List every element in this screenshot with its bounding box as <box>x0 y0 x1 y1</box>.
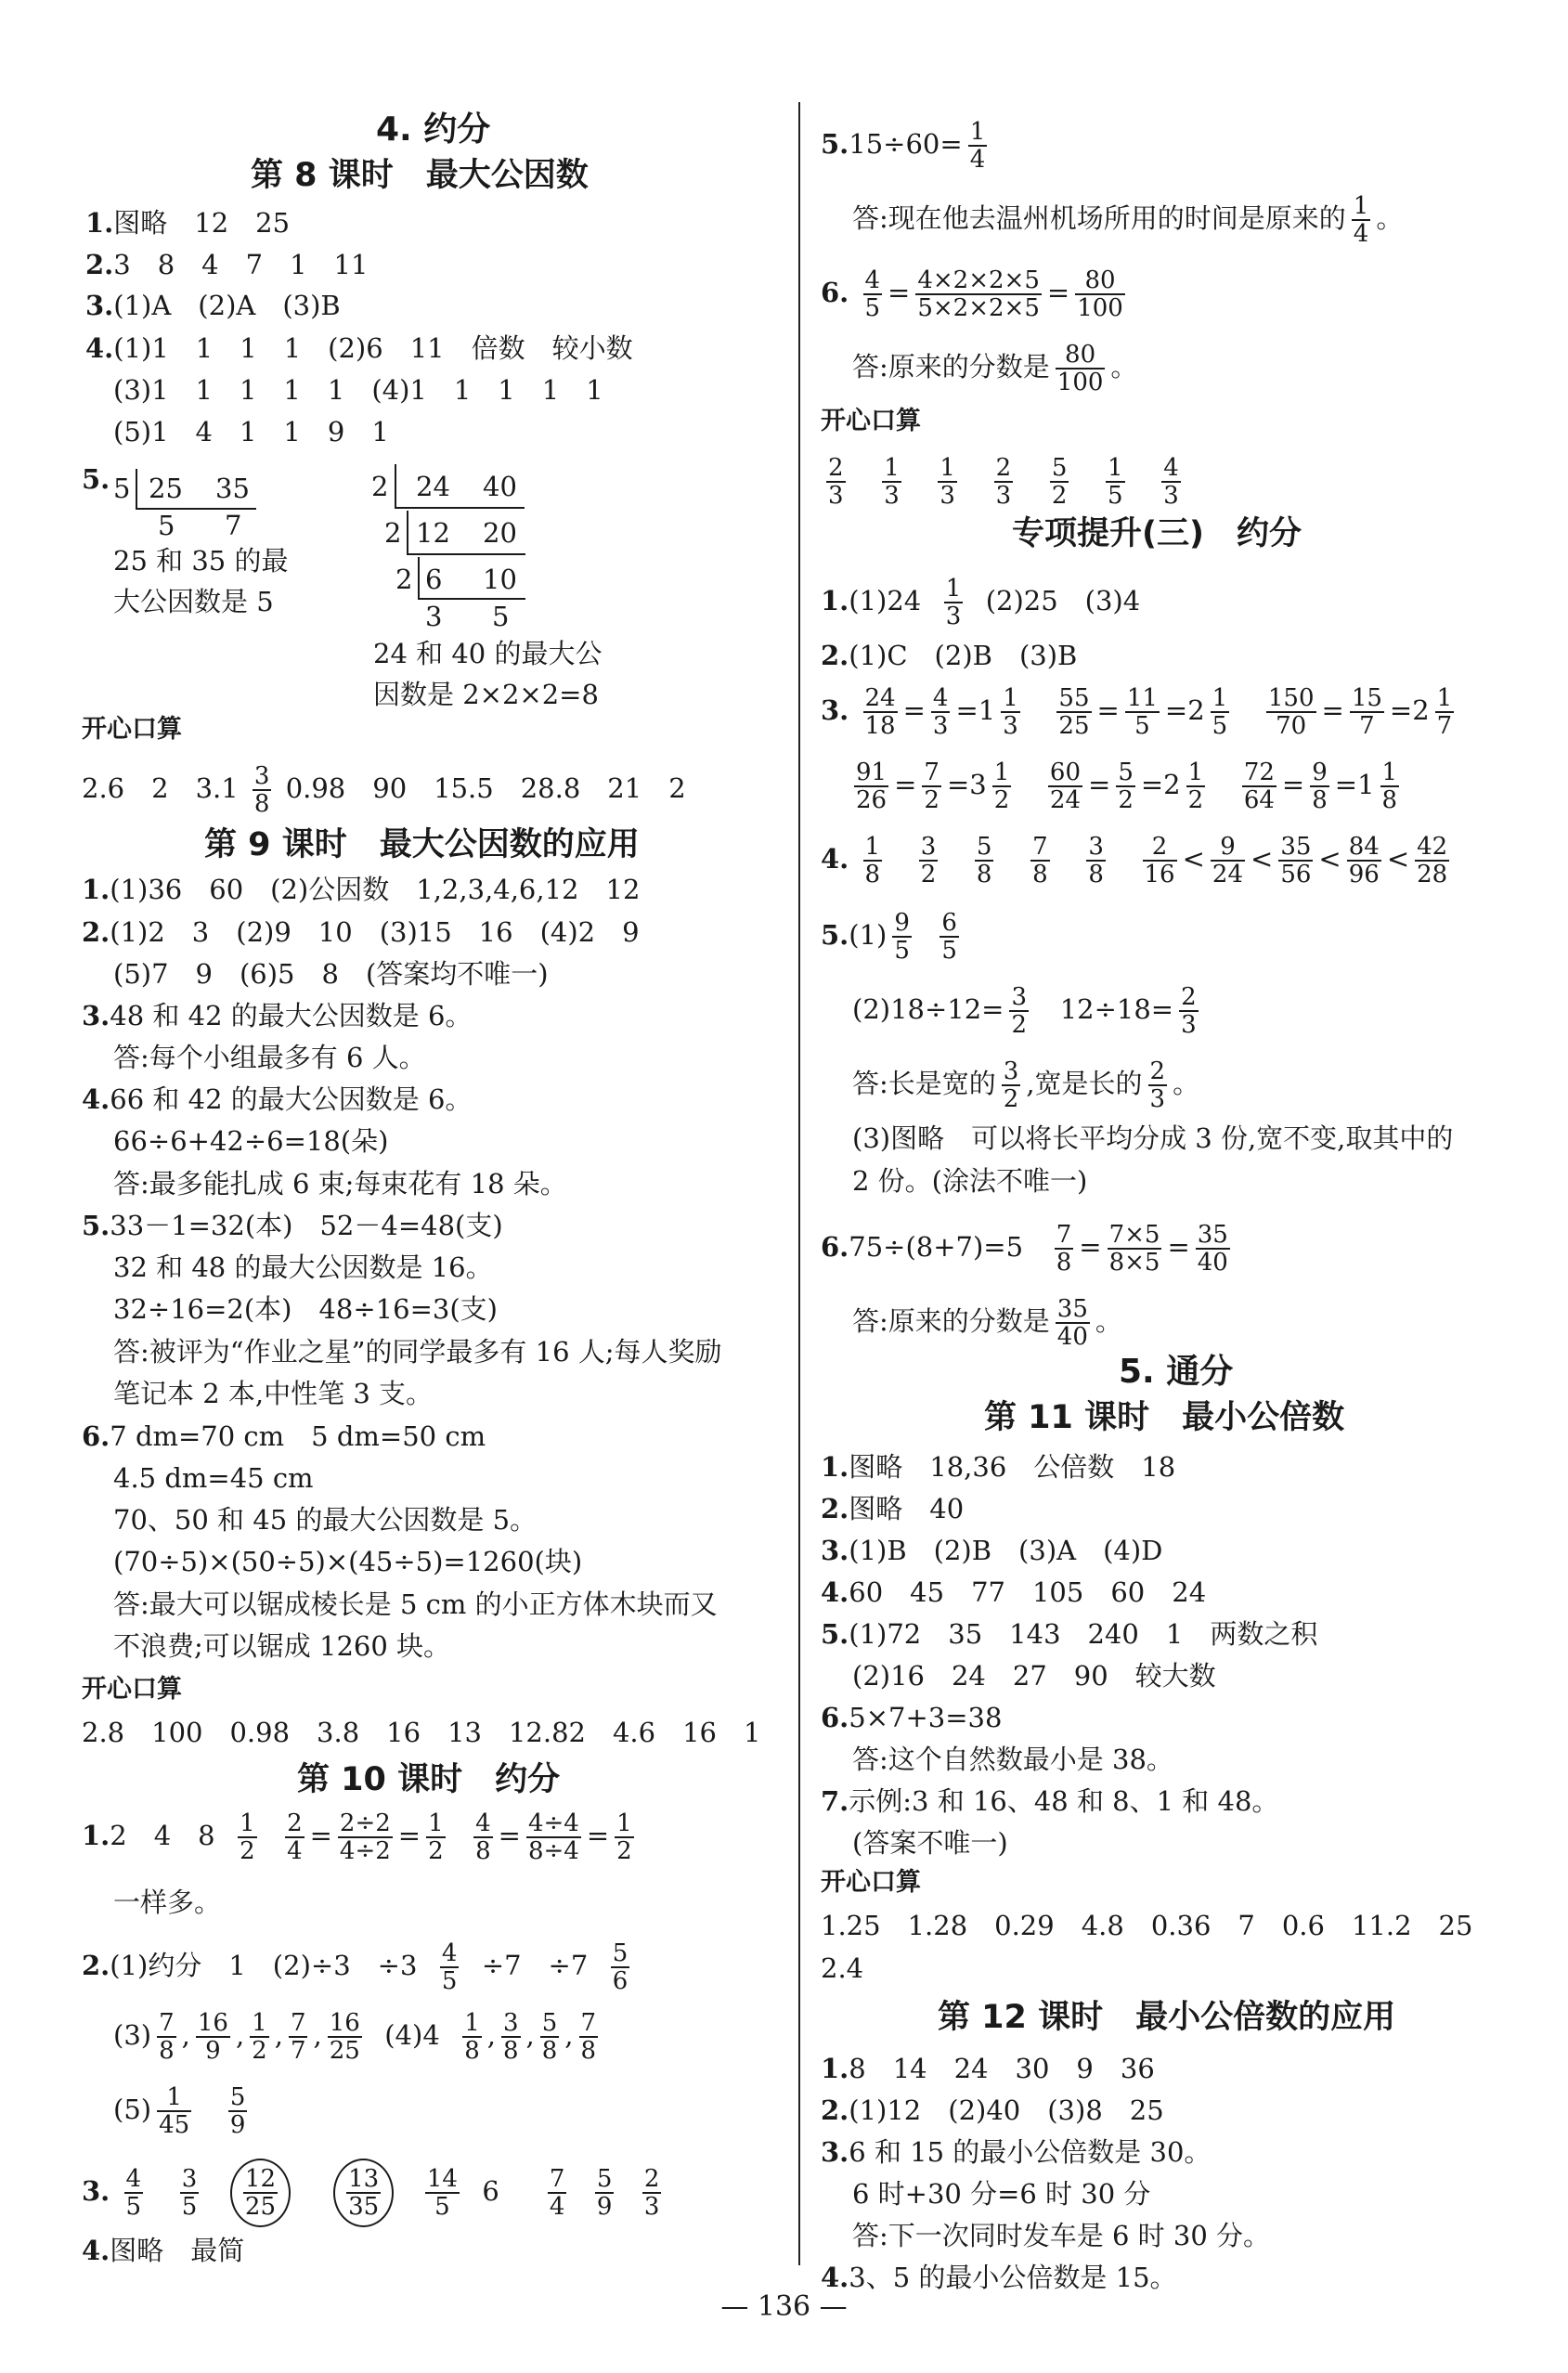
div2-note-line2: 因数是 2×2×2=8 <box>373 679 599 710</box>
l8-q1: 1.图略 12 25 <box>85 207 291 239</box>
l10-q1-line2: 一样多。 <box>113 1887 222 1918</box>
l9-q5-answer-line2: 笔记本 2 本,中性笔 3 支。 <box>113 1378 433 1409</box>
l11-q7-line2: (答案不唯一) <box>852 1827 1008 1859</box>
l8-q4-line3: (5)1 4 1 1 9 1 <box>113 416 389 447</box>
mental-math-r2-line2: 2.4 <box>821 1952 864 1984</box>
s-q2: 2.(1)C (2)B (3)B <box>821 640 1078 671</box>
s-q5-line4: (3)图略 可以将长平均分成 3 份,宽不变,取其中的 <box>852 1122 1454 1154</box>
lesson8-title: 第 8 课时 最大公因数 <box>251 157 589 194</box>
l9-q6-line3: 70、50 和 45 的最大公因数是 5。 <box>113 1504 538 1536</box>
lesson12-title: 第 12 课时 最小公倍数的应用 <box>938 1999 1396 2036</box>
s-q5-answer: 答:长是宽的 $\frac{3}{2}$ ,宽是长的 $\frac{2}{3}$ 。 <box>852 1057 1200 1114</box>
l9-q3: 3.48 和 42 的最大公因数是 6。 <box>82 1000 473 1031</box>
mental-math-2: 2.8 100 0.98 3.8 16 13 12.82 4.6 16 1 <box>82 1717 761 1748</box>
circled-fraction-12-25: $\frac{12}{25}$ <box>230 2159 291 2227</box>
l11-q4: 4.60 45 77 105 60 24 <box>821 1576 1207 1608</box>
unit4-title: 4. 约分 <box>376 110 491 149</box>
l11-q6-answer: 答:这个自然数最小是 38。 <box>852 1744 1173 1775</box>
lesson9-title: 第 9 课时 最大公因数的应用 <box>204 826 640 863</box>
l11-q3: 3.(1)B (2)B (3)A (4)D <box>821 1535 1163 1566</box>
l12-q2: 2.(1)12 (2)40 (3)8 25 <box>821 2094 1164 2126</box>
r-q5: 5.15÷60= $\frac{1}{4}$ <box>821 118 986 175</box>
lesson10-title: 第 10 课时 约分 <box>297 1761 561 1798</box>
l10-q2: 2.(1)约分 1 (2)÷3 ÷3 $\frac{4}{5}$ ÷7 ÷7 $\frac{5}{6}$ <box>82 1939 628 1996</box>
mental-math-title-r1: 开心口算 <box>821 407 921 435</box>
l10-q2-line2: (3) $\frac{7}{8}$ , $\frac{16}{9}$ , $\frac{1}{2}$ , $\frac{7}{7}$ , $\frac{16}{25}$ (4)4 $\frac{1}{8}$ , $\frac{3}{8}$ , $\frac{5}{8}$ , $\frac{7}{8}$ <box>113 2009 597 2066</box>
l9-q2-line2: (5)7 9 (6)5 8 (答案均不唯一) <box>113 958 549 990</box>
l11-q5-line2: (2)16 24 27 90 较大数 <box>852 1660 1216 1692</box>
l11-q5: 5.(1)72 35 143 240 1 两数之积 <box>821 1618 1318 1650</box>
l8-q3: 3.(1)A (2)A (3)B <box>85 290 341 321</box>
div1-note-line2: 大公因数是 5 <box>113 586 274 617</box>
div1-note-line1: 25 和 35 的最 <box>113 545 289 577</box>
l9-q6-line2: 4.5 dm=45 cm <box>113 1462 314 1494</box>
l9-q5-line2: 32 和 48 的最大公因数是 16。 <box>113 1251 493 1283</box>
l12-q3: 3.6 和 15 的最小公倍数是 30。 <box>821 2136 1212 2168</box>
l8-q2: 2.3 8 4 7 1 11 <box>85 249 369 280</box>
l9-q2: 2.(1)2 3 (2)9 10 (3)15 16 (4)2 9 <box>82 916 640 948</box>
s-q6: 6.75÷(8+7)=5 $\frac{7}{8}$ = $\frac{7\times 5}{8\times 5}$ = $\frac{35}{40}$ <box>821 1221 1228 1277</box>
l8-q4: 4.(1)1 1 1 1 (2)6 11 倍数 较小数 <box>85 332 633 364</box>
l10-q3: 3. $\frac{4}{5}$ $\frac{3}{5}$ $\frac{12}{25}$ $\frac{13}{35}$ $\frac{14}{5}$ 6 $\frac{7}{4}$ $\frac{5}{9}$ $\frac{2}{3}$ <box>82 2159 667 2227</box>
special-title: 专项提升(三) 约分 <box>1012 515 1302 552</box>
l8-q4-line2: (3)1 1 1 1 1 (4)1 1 1 1 1 <box>113 374 603 406</box>
div2-note-line1: 24 和 40 的最大公 <box>373 638 603 669</box>
unit5-title: 5. 通分 <box>1119 1353 1234 1391</box>
l12-q3-answer: 答:下一次同时发车是 6 时 30 分。 <box>852 2220 1270 2251</box>
s-q4: 4. $\frac{1}{8}$ $\frac{3}{2}$ $\frac{5}{8}$ $\frac{7}{8}$ $\frac{3}{8}$ $\frac{2}{16}$ < $\frac{9}{24}$ < $\frac{35}{56}$ < $\frac{84}{96}$ < $\frac{42}{28}$ <box>821 833 1448 889</box>
l9-q6: 6.7 dm=70 cm 5 dm=50 cm <box>82 1420 486 1452</box>
s-q1: 1.(1)24 $\frac{1}{3}$ (2)25 (3)4 <box>821 575 1141 631</box>
s-q6-answer: 答:原来的分数是 $\frac{35}{40}$ 。 <box>852 1295 1122 1352</box>
l9-q4-line2: 66÷6+42÷6=18(朵) <box>113 1125 389 1157</box>
r-q6-answer: 答:原来的分数是 $\frac{80}{100}$ 。 <box>852 341 1138 397</box>
l9-q5-line3: 32÷16=2(本) 48÷16=3(支) <box>113 1293 498 1325</box>
s-q5-line5: 2 份。(涂法不唯一) <box>852 1165 1088 1197</box>
mental-math-title-1: 开心口算 <box>82 715 182 744</box>
l12-q4: 4.3、5 的最小公倍数是 15。 <box>821 2262 1177 2293</box>
l11-q1: 1.图略 18,36 公倍数 18 <box>821 1451 1176 1483</box>
circled-fraction-13-35: $\frac{13}{35}$ <box>333 2159 394 2227</box>
l9-q5: 5.33－1=32(本) 52－4=48(支) <box>82 1210 503 1241</box>
l9-q3-answer: 答:每个小组最多有 6 人。 <box>113 1042 426 1073</box>
l9-q6-line4: (70÷5)×(50÷5)×(45÷5)=1260(块) <box>113 1546 583 1577</box>
r-q6: 6. $\frac{4}{5}$ = $\frac{4\times 2\times 2\times 5}{5\times 2\times 2\times 5}$ = $\frac{80}{100}$ <box>821 266 1123 323</box>
l10-q4: 4.图略 最简 <box>82 2235 245 2266</box>
mental-math-title-2: 开心口算 <box>82 1675 182 1704</box>
l9-q4-answer: 答:最多能扎成 6 束;每束花有 18 朵。 <box>113 1168 567 1199</box>
s-q3: 3. $\frac{24}{18}$ = $\frac{4}{3}$ =1 $\frac{1}{3}$ $\frac{55}{25}$ = $\frac{11}{5}$ =2 $\frac{1}{5}$ $\frac{150}{70}$ = $\frac{15}{7}$ =2 $\frac{1}{7}$ <box>821 684 1453 741</box>
mental-math-title-r2: 开心口算 <box>821 1868 921 1897</box>
l10-q2-line3: (5) $\frac{1}{45}$ $\frac{5}{9}$ <box>113 2083 246 2140</box>
r-q5-answer: 答:现在他去温州机场所用的时间是原来的 $\frac{1}{4}$ 。 <box>852 192 1404 249</box>
mental-math-r1: $\frac{2}{3}$ $\frac{1}{3}$ $\frac{1}{3}$ $\frac{2}{3}$ $\frac{5}{2}$ $\frac{1}{5}$ $\frac{4}{3}$ <box>828 454 1179 511</box>
column-divider <box>798 102 800 2265</box>
l9-q4: 4.66 和 42 的最大公因数是 6。 <box>82 1083 473 1115</box>
l11-q7: 7.示例:3 和 16、48 和 8、1 和 48。 <box>821 1785 1279 1817</box>
page-number: — 136 — <box>720 2290 848 2323</box>
l9-q6-answer: 答:最大可以锯成棱长是 5 cm 的小正方体木块而又 <box>113 1588 718 1620</box>
l9-q1: 1.(1)36 60 (2)公因数 1,2,3,4,6,12 12 <box>82 874 641 905</box>
s-q5: 5.(1) $\frac{9}{5}$ $\frac{6}{5}$ <box>821 909 957 966</box>
l9-q5-answer: 答:被评为“作业之星”的同学最多有 16 人;每人奖励 <box>113 1336 722 1368</box>
l9-q6-answer-line2: 不浪费;可以锯成 1260 块。 <box>113 1630 451 1662</box>
l10-q1: 1.2 4 8 $\frac{1}{2}$ $\frac{2}{4}$ = $\frac{2\div 2}{4\div 2}$ = $\frac{1}{2}$ $\frac{4}{8}$ = $\frac{4\div 4}{8\div 4}$ = $\frac{1}{2}$ <box>82 1809 632 1866</box>
s-q3-line2: $\frac{91}{26}$ = $\frac{7}{2}$ =3 $\frac{1}{2}$ $\frac{60}{24}$ = $\frac{5}{2}$ =2 $\frac{1}{2}$ $\frac{72}{64}$ = $\frac{9}{8}$ =1 $\frac{1}{8}$ <box>856 759 1398 815</box>
mental-math-r2: 1.25 1.28 0.29 4.8 0.36 7 0.6 11.2 25 <box>821 1910 1473 1941</box>
lesson11-title: 第 11 课时 最小公倍数 <box>984 1399 1345 1436</box>
l12-q1: 1.8 14 24 30 9 36 <box>821 2053 1155 2084</box>
s-q5-line2: (2)18÷12= $\frac{3}{2}$ 12÷18= $\frac{2}{3}$ <box>852 983 1197 1040</box>
l11-q2: 2.图略 40 <box>821 1493 965 1524</box>
l11-q6: 6.5×7+3=38 <box>821 1702 1003 1733</box>
mental-math-1: 2.6 2 3.1 $\frac{3}{8}$ 0.98 90 15.5 28.8 21 2 <box>82 762 686 819</box>
l12-q3-line2: 6 时+30 分=6 时 30 分 <box>852 2178 1151 2210</box>
l8-q5-number: 5. <box>82 463 110 495</box>
